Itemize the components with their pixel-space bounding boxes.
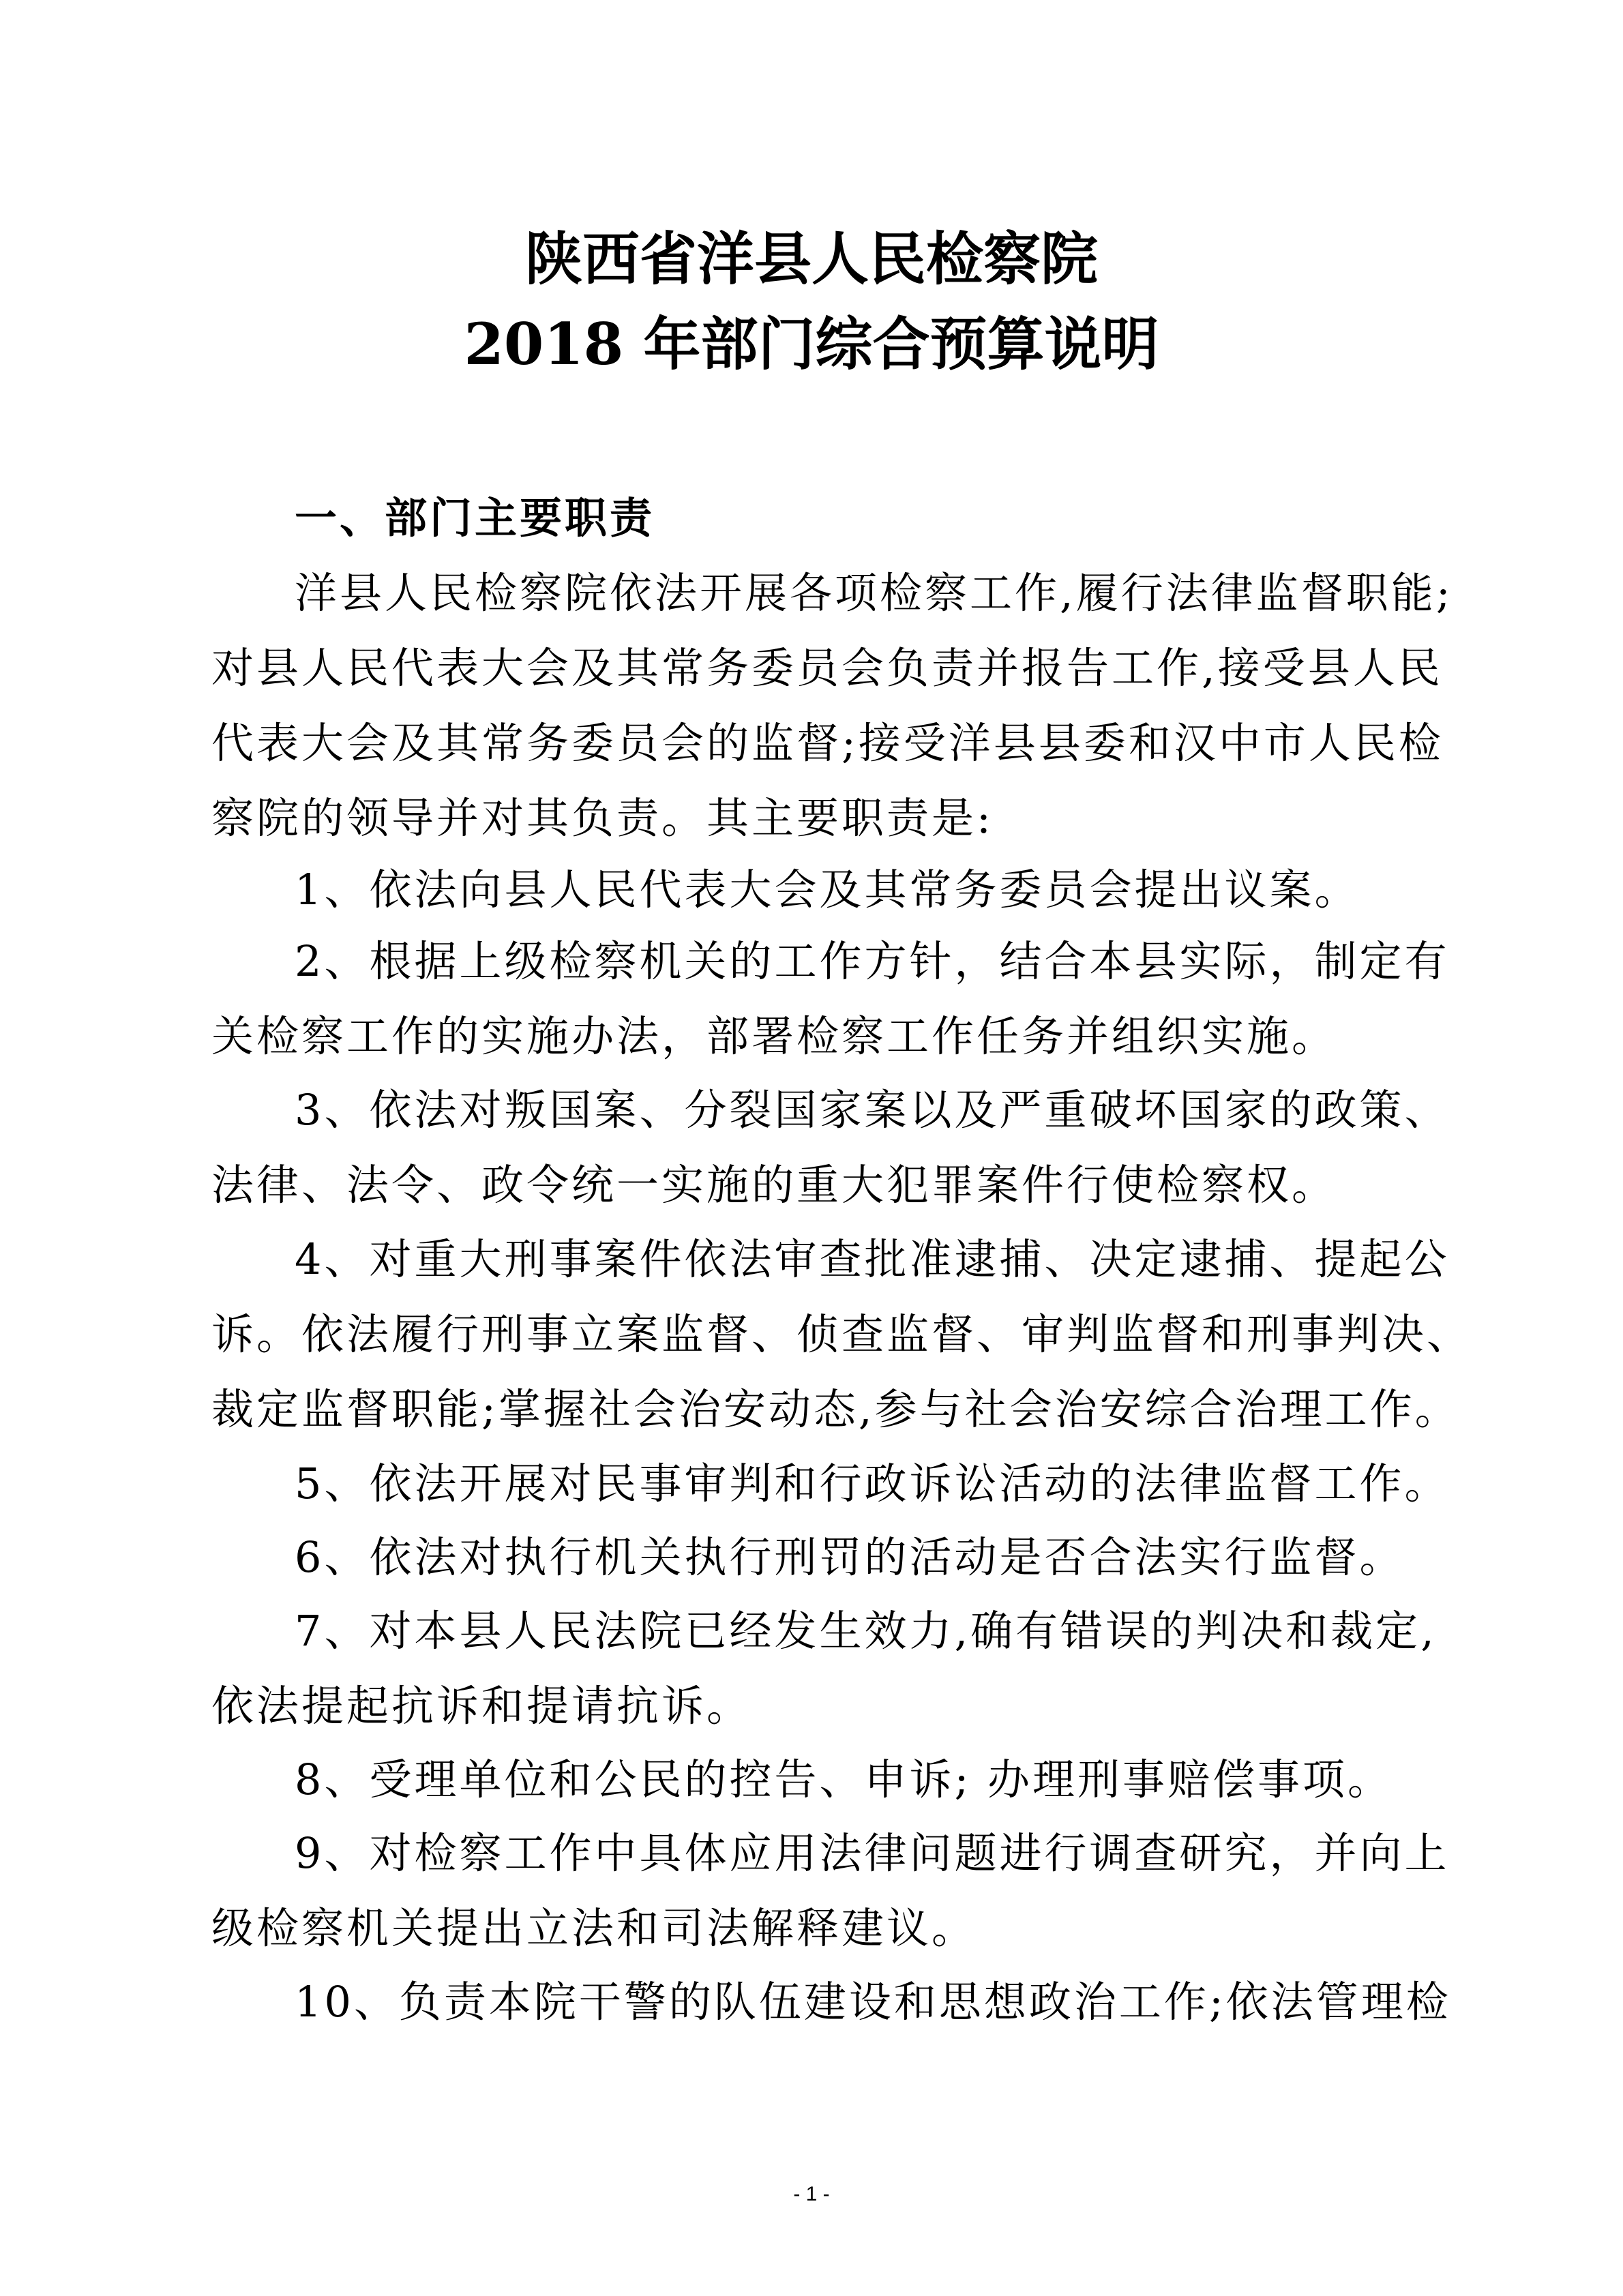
paragraph-line: 依法提起抗诉和提请抗诉。 bbox=[211, 1681, 752, 1731]
page-number: - 1 - bbox=[793, 2183, 830, 2205]
paragraph-line: 察院的领导并对其负责。其主要职责是: bbox=[211, 793, 994, 843]
paragraph-line: 法律、法令、政令统一实施的重大犯罪案件行使检察权。 bbox=[211, 1160, 1337, 1210]
paragraph-line: 洋县人民检察院依法开展各项检察工作,履行法律监督职能; bbox=[295, 568, 1453, 618]
paragraph-line: 10、负责本院干警的队伍建设和思想政治工作;依法管理检 bbox=[295, 1977, 1451, 2027]
paragraph-line: 8、受理单位和公民的控告、申诉; 办理刑事赔偿事项。 bbox=[295, 1755, 1393, 1804]
paragraph-line: 对县人民代表大会及其常务委员会负责并报告工作,接受县人民 bbox=[211, 643, 1443, 693]
section-heading: 一、部门主要职责 bbox=[295, 493, 655, 543]
paragraph-line: 4、对重大刑事案件依法审查批准逮捕、决定逮捕、提起公 bbox=[295, 1234, 1450, 1284]
paragraph-line: 9、对检察工作中具体应用法律问题进行调查研究，并向上 bbox=[295, 1828, 1450, 1878]
paragraph-line: 关检察工作的实施办法，部署检察工作任务并组织实施。 bbox=[211, 1011, 1337, 1061]
paragraph-line: 级检察机关提出立法和司法解释建议。 bbox=[211, 1903, 977, 1953]
paragraph-line: 5、依法开展对民事审判和行政诉讼活动的法律监督工作。 bbox=[295, 1459, 1450, 1508]
document-title-line-2: 2018 年部门综合预算说明 bbox=[464, 310, 1159, 378]
paragraph-line: 代表大会及其常务委员会的监督;接受洋县县委和汉中市人民检 bbox=[211, 718, 1444, 768]
paragraph-line: 7、对本县人民法院已经发生效力,确有错误的判决和裁定, bbox=[295, 1606, 1437, 1656]
paragraph-line: 3、依法对叛国案、分裂国家案以及严重破坏国家的政策、 bbox=[295, 1085, 1450, 1135]
document-title-line-1: 陕西省洋县人民检察院 bbox=[524, 225, 1098, 293]
paragraph-line: 裁定监督职能;掌握社会治安动态,参与社会治安综合治理工作。 bbox=[211, 1384, 1460, 1434]
paragraph-line: 6、依法对执行机关执行刑罚的活动是否合法实行监督。 bbox=[295, 1532, 1405, 1582]
paragraph-line: 诉。依法履行刑事立案监督、侦查监督、审判监督和刑事判决、 bbox=[211, 1309, 1472, 1359]
paragraph-line: 1、依法向县人民代表大会及其常务委员会提出议案。 bbox=[295, 865, 1360, 914]
paragraph-line: 2、根据上级检察机关的工作方针，结合本县实际，制定有 bbox=[295, 936, 1450, 986]
